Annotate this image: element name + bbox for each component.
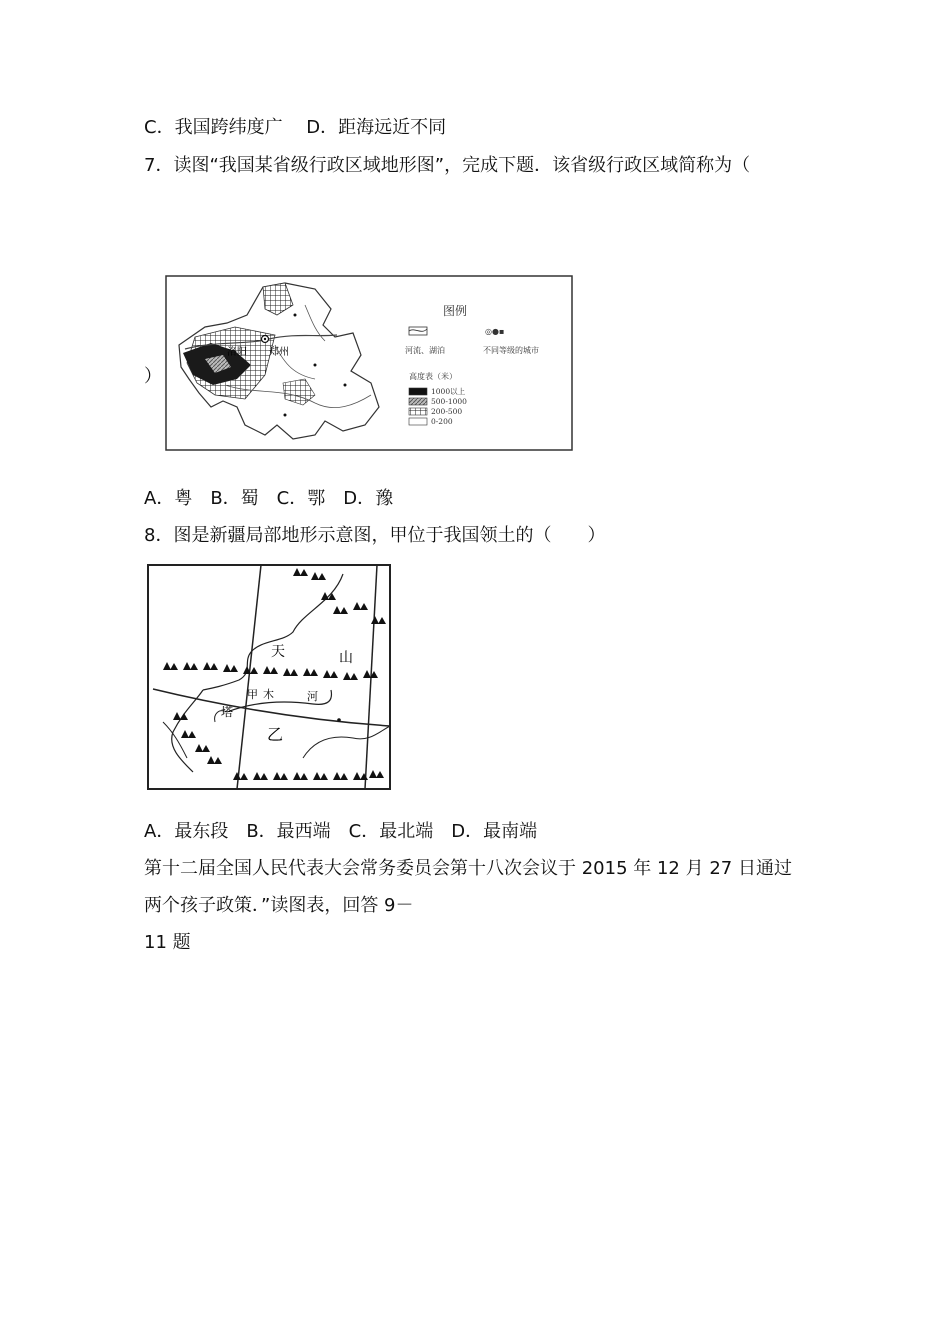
label-he: 河 [307,690,318,703]
legend-rivers-label: 河流、湖泊 [405,346,445,355]
province-terrain-map [165,275,575,453]
label-ta: 塔 [221,705,234,719]
intro-line-1: 第十二届全国人民代表大会常务委员会第十八次会议于 2015 年 12 月 27 日通过 [144,858,792,879]
question-8-stem: 8．图是新疆局部地形示意图，甲位于我国领土的（ ） [144,525,606,546]
elevation-title: 高度表（米） [409,372,457,381]
label-yi: 乙 [267,725,284,744]
legend-title: 图例 [443,304,468,318]
elevation-swatch-3 [409,408,427,415]
elevation-swatch-2 [409,398,427,405]
city-label-luoyang: 洛阳 [227,347,247,358]
label-mu: 木 [263,688,274,701]
label-jia: 甲 [247,688,258,701]
label-shan: 山 [339,650,353,666]
elevation-level-2: 500-1000 [431,397,467,406]
elevation-level-1: 1000以上 [431,387,466,396]
elevation-swatch-1 [409,388,427,395]
question-8-options: A．最东段 B．最西端 C．最北端 D．最南端 [144,821,538,842]
city-legend-symbols: ◎●▪ [485,327,505,336]
xinjiang-terrain-map [143,562,395,794]
question-7-options: A．粤 B．蜀 C．鄂 D．豫 [144,488,394,509]
legend-cities-label: 不同等级的城市 [483,346,539,355]
question-7-close-paren: ） [144,366,162,387]
question-7-stem: 7．读图“我国某省级行政区域地形图”，完成下题．该省级行政区域简称为（ [144,155,751,176]
intro-line-2: 两个孩子政策．”读图表，回答 9－ [144,895,414,916]
question-6-options-cd: C．我国跨纬度广 D．距海远近不同 [144,117,447,138]
elevation-level-3: 200-500 [431,407,463,416]
elevation-swatch-4 [409,418,427,425]
intro-line-3: 11 题 [144,932,191,953]
city-label-zhengzhou: 郑州 [269,347,289,358]
elevation-level-4: 0-200 [431,417,453,426]
label-tian: 天 [271,644,285,660]
